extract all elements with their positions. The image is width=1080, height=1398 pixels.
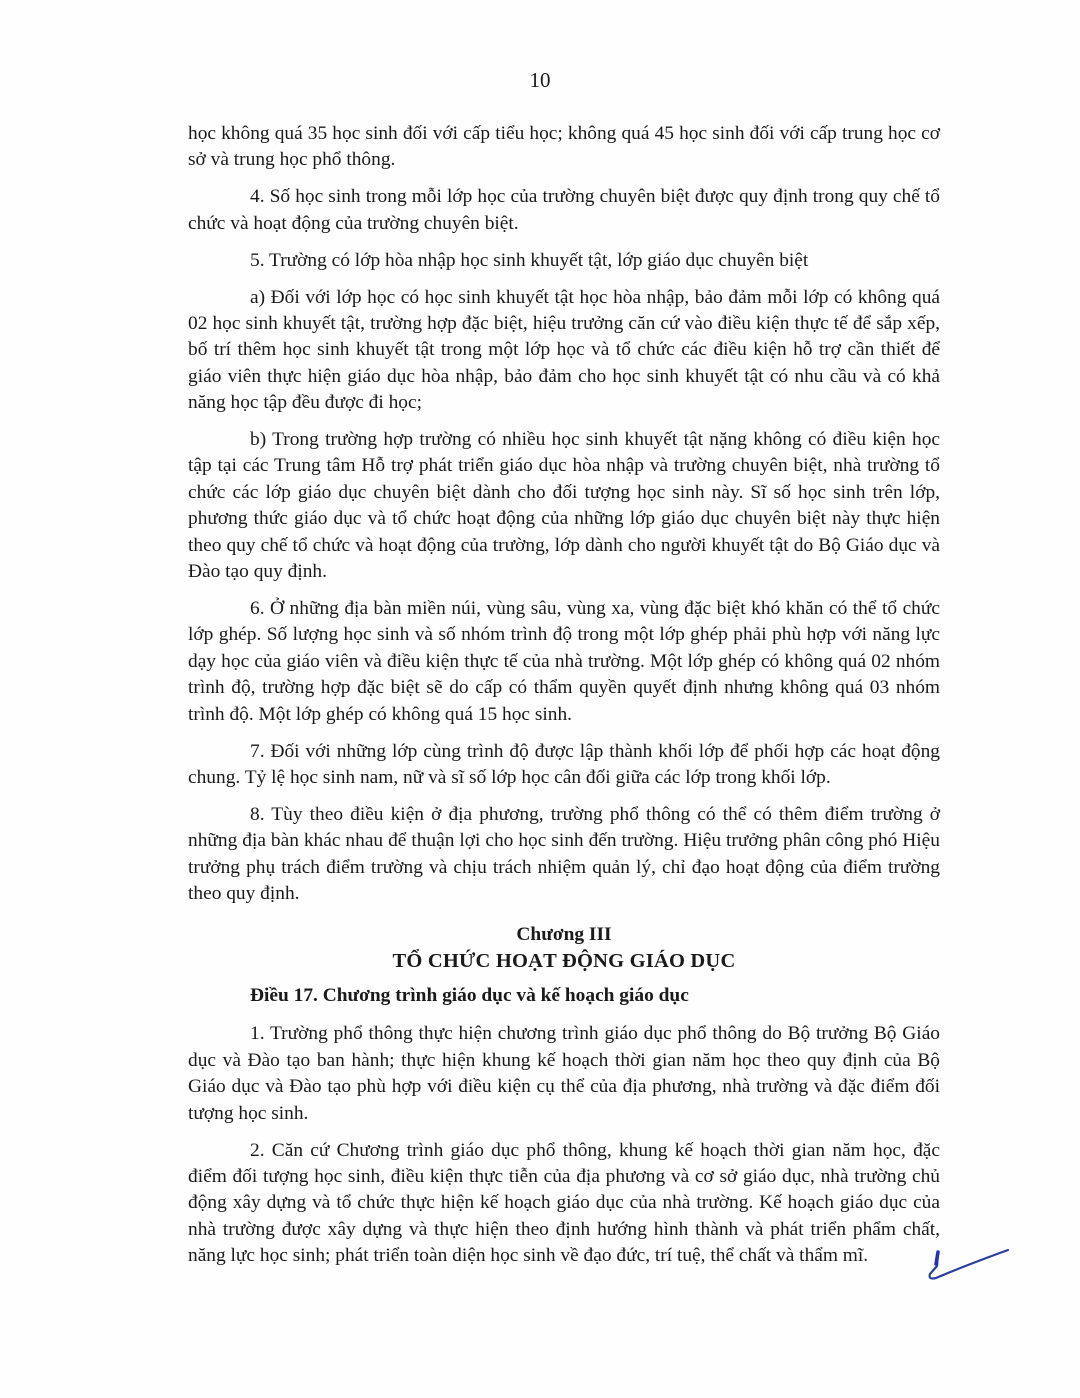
paragraph-5b: b) Trong trường hợp trường có nhiều học sinh khuyết tật nặng không có điều kiện học tập tại các Trung tâm Hỗ trợ phát triển giáo dục hòa nhập và trường chuyên biệt, nhà trường tổ chức các lớp giáo dục chuyên biệt dành cho đối tượng học sinh này. Sĩ số học sinh trên lớp, phương thức giáo dục và tổ chức hoạt động của những lớp giáo dục chuyên biệt này thực hiện theo quy chế tổ chức và hoạt động của trường, lớp dành cho người khuyết tật do Bộ Giáo dục và Đào tạo quy định. <box>188 429 940 583</box>
paragraph-7: 7. Đối với những lớp cùng trình độ được lập thành khối lớp để phối hợp các hoạt động chung. Tỷ lệ học sinh nam, nữ và sĩ số lớp học cân đối giữa các lớp trong khối lớp. <box>188 740 940 788</box>
paragraph-6: 6. Ở những địa bàn miền núi, vùng sâu, vùng xa, vùng đặc biệt khó khăn có thể tổ chức lớp ghép. Số lượng học sinh và số nhóm trình độ trong một lớp ghép phải phù hợp với năng lực dạy học của giáo viên và điều kiện thực tế của nhà trường. Một lớp ghép có không quá 02 nhóm trình độ, trường hợp đặc biệt sẽ do cấp có thẩm quyền quyết định nhưng không quá 03 nhóm trình độ. Một lớp ghép có không quá 15 học sinh. <box>188 598 940 725</box>
article-heading: Điều 17. Chương trình giáo dục và kế hoạch giáo dục <box>250 985 689 1007</box>
chapter-label: Chương III <box>516 924 612 946</box>
chapter-title: TỔ CHỨC HOẠT ĐỘNG GIÁO DỤC <box>392 950 736 973</box>
paragraph-5a: a) Đối với lớp học có học sinh khuyết tật học hòa nhập, bảo đảm mỗi lớp có không quá 02 học sinh khuyết tật, trường hợp đặc biệt, hiệu trưởng căn cứ vào điều kiện thực tế để sắp xếp, bố trí thêm học sinh khuyết tật trong một lớp học và tổ chức các điều kiện hỗ trợ cần thiết để giáo viên thực hiện giáo dục hòa nhập, bảo đảm cho học sinh khuyết tật có nhu cầu và có khả năng học tập đều được đi học; <box>188 286 940 414</box>
paragraph-4: 4. Số học sinh trong mỗi lớp học của trường chuyên biệt được quy định trong quy chế tổ chức và hoạt động của trường chuyên biệt. <box>188 186 940 234</box>
paragraph-8: 8. Tùy theo điều kiện ở địa phương, trường phổ thông có thể có thêm điểm trường ở những địa bàn khác nhau để thuận lợi cho học sinh đến trường. Hiệu trưởng phân công phó Hiệu trưởng phụ trách điểm trường và chịu trách nhiệm quản lý, chỉ đạo hoạt động của điểm trường theo quy định. <box>188 803 940 905</box>
initials-signature-icon <box>924 1244 1024 1304</box>
article-17-paragraph-2: 2. Căn cứ Chương trình giáo dục phổ thông, khung kế hoạch thời gian năm học, đặc điểm đối tượng học sinh, điều kiện thực tiễn của địa phương và cơ sở giáo dục, nhà trường chủ động xây dựng và tổ chức thực hiện kế hoạch giáo dục của nhà trường. Kế hoạch giáo dục của nhà trường được xây dựng và thực hiện theo định hướng hình thành và phát triển phẩm chất, năng lực học sinh; phát triển toàn diện học sinh về đạo đức, trí tuệ, thể chất và thẩm mĩ. <box>188 1139 940 1267</box>
paragraph-continuation: học không quá 35 học sinh đối với cấp tiểu học; không quá 45 học sinh đối với cấp trung học cơ sở và trung học phổ thông. <box>188 123 940 171</box>
document-body <box>188 121 940 1280</box>
article-17-paragraph-1: 1. Trường phổ thông thực hiện chương trình giáo dục phổ thông do Bộ trưởng Bộ Giáo dục và Đào tạo ban hành; thực hiện khung kế hoạch thời gian năm học theo quy định của Bộ Giáo dục và Đào tạo phù hợp với điều kiện cụ thể của địa phương, nhà trường và đặc điểm đối tượng học sinh. <box>188 1023 940 1124</box>
paragraph-5: 5. Trường có lớp hòa nhập học sinh khuyết tật, lớp giáo dục chuyên biệt <box>250 249 809 271</box>
page-number: 10 <box>529 68 551 92</box>
